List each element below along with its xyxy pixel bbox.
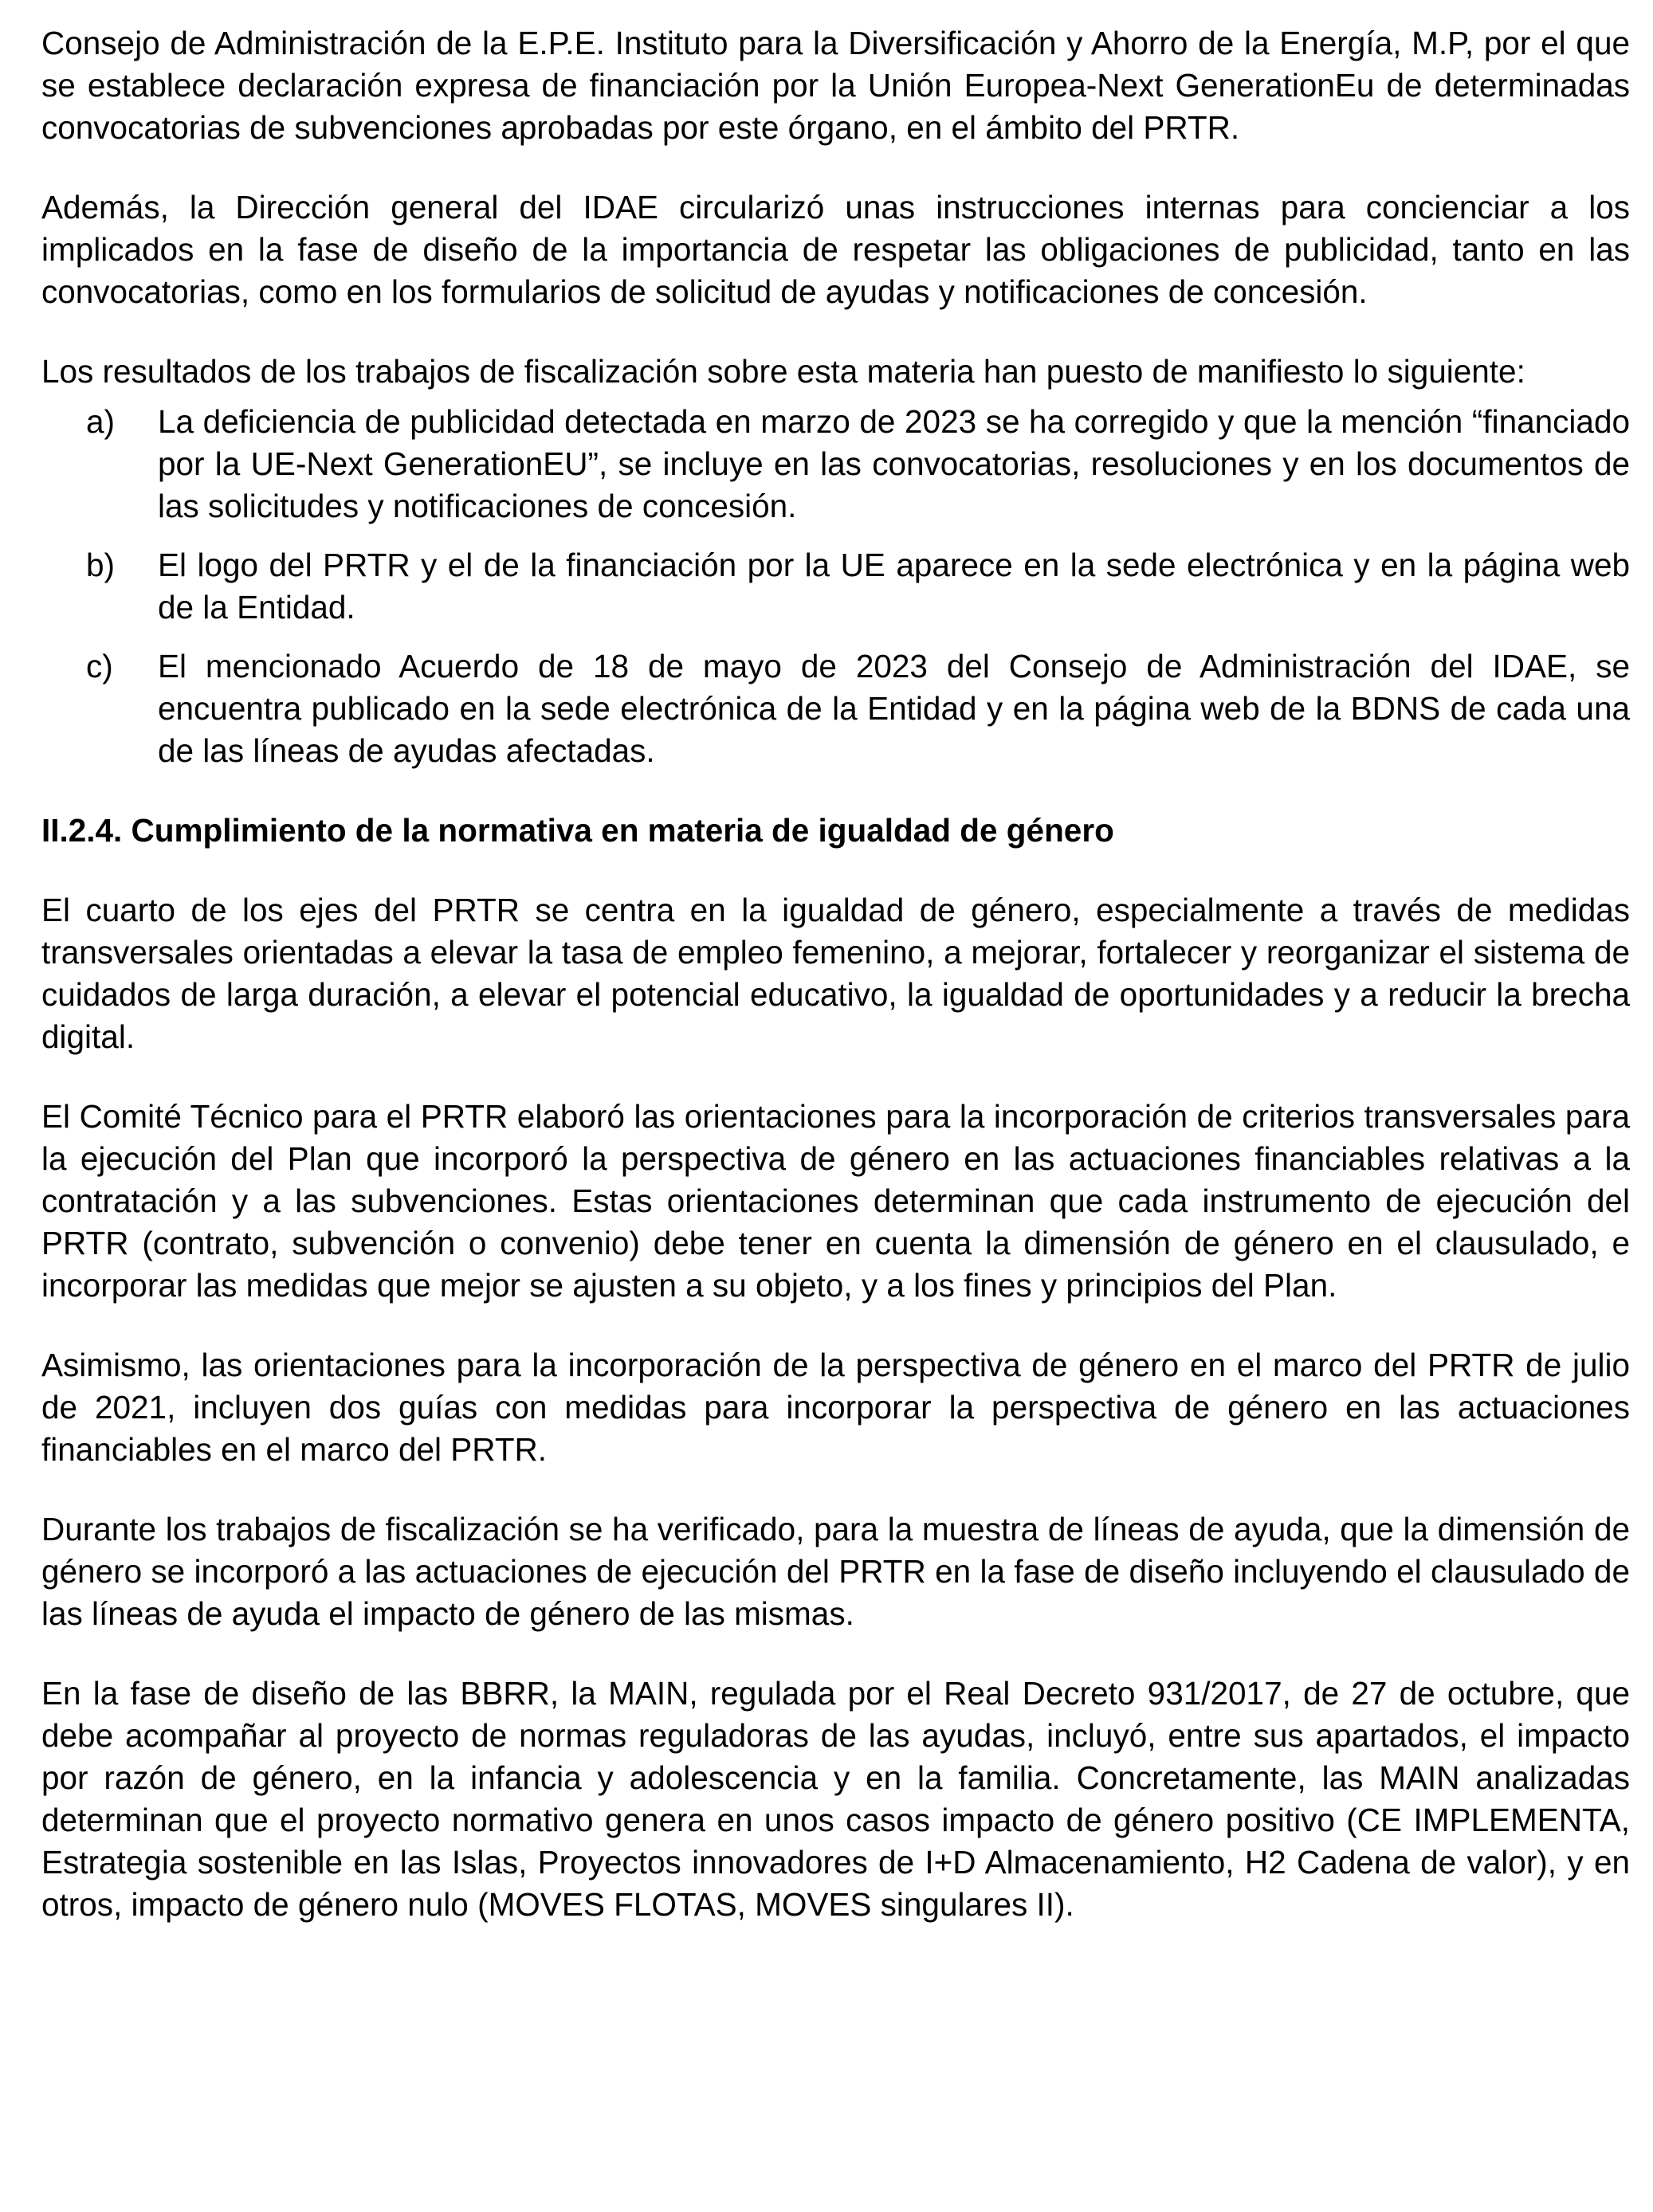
paragraph-comite-tecnico: El Comité Técnico para el PRTR elaboró las orientaciones para la incorporación de criterios transversales para la ejecución del Plan que incorporó la perspectiva de género en las actuaciones financiables relativas a la contratación y a las subvenciones. Estas orientaciones determinan que cada instrumento de ejecución del PRTR (contrato, subvención o convenio) debe tener en cuenta la dimensión de género en el clausulado, e incorporar las medidas que mejor se ajusten a su objeto, y a los fines y principios del Plan. [41,1098,1630,1304]
list-item [41,645,1630,772]
paragraph-instrucciones-internas: Además, la Dirección general del IDAE circularizó unas instrucciones internas para concienciar a los implicados en la fase de diseño de la importancia de respetar las obligaciones de publicidad, tanto en las convocatorias, como en los formularios de solicitud de ayudas y notificaciones de concesión. [41,189,1630,310]
list-marker: c) [86,648,113,684]
paragraph-orientaciones-2021: Asimismo, las orientaciones para la incorporación de la perspectiva de género en el marco del PRTR de julio de 2021, incluyen dos guías con medidas para incorporar la perspectiva de género en las actuaciones financiables en el marco del PRTR. [41,1347,1630,1468]
list-item [41,401,1630,528]
paragraph-main-bbrr: En la fase de diseño de las BBRR, la MAIN, regulada por el Real Decreto 931/2017, de 27 de octubre, que debe acompañar al proyecto de normas reguladoras de las ayudas, incluyó, entre sus apartados, el impacto por razón de género, en la infancia y adolescencia y en la familia. Concretamente, las MAIN analizadas determinan que el proyecto normativo genera en unos casos impacto de género positivo (CE IMPLEMENTA, Estrategia sostenible en las Islas, Proyectos innovadores de I+D Almacenamiento, H2 Cadena de valor), y en otros, impacto de género nulo (MOVES FLOTAS, MOVES singulares II). [41,1675,1630,1923]
paragraph-acuerdo-consejo: Consejo de Administración de la E.P.E. Instituto para la Diversificación y Ahorro de la Energía, M.P, por el que se establece declaración expresa de financiación por la Unión Europea-Next GenerationEu de determinadas convocatorias de subvenciones aprobadas por este órgano, en el ámbito del PRTR. [41,25,1630,146]
list-item [41,544,1630,629]
paragraph-resultados-intro: Los resultados de los trabajos de fiscalización sobre esta materia han puesto de manifiesto lo siguiente: [41,353,1525,390]
list-item-text: El mencionado Acuerdo de 18 de mayo de 2023 del Consejo de Administración del IDAE, se encuentra publicado en la sede electrónica de la Entidad y en la página web de la BDNS de cada una de las líneas de ayudas afectadas. [158,648,1630,769]
list-item-text: El logo del PRTR y el de la financiación por la UE aparece en la sede electrónica y en la página web de la Entidad. [158,547,1630,626]
list-marker: a) [86,403,116,440]
paragraph-cuarto-eje: El cuarto de los ejes del PRTR se centra en la igualdad de género, especialmente a través de medidas transversales orientadas a elevar la tasa de empleo femenino, a mejorar, fortalecer y reorganizar el sistema de cuidados de larga duración, a elevar el potencial educativo, la igualdad de oportunidades y a reducir la brecha digital. [41,892,1630,1055]
paragraph-trabajos-fiscalizacion: Durante los trabajos de fiscalización se ha verificado, para la muestra de líneas de ayuda, que la dimensión de género se incorporó a las actuaciones de ejecución del PRTR en la fase de diseño incluyendo el clausulado de las líneas de ayuda el impacto de género de las mismas. [41,1511,1630,1632]
list-item-text: La deficiencia de publicidad detectada en marzo de 2023 se ha corregido y que la mención “financiado por la UE-Next GenerationEU”, se incluye en las convocatorias, resoluciones y en los documentos de las solicitudes y notificaciones de concesión. [158,403,1630,524]
findings-list [41,401,1630,772]
document-page [41,22,1630,1963]
list-marker: b) [86,547,116,583]
section-heading: II.2.4. Cumplimiento de la normativa en materia de igualdad de género [41,812,1114,849]
